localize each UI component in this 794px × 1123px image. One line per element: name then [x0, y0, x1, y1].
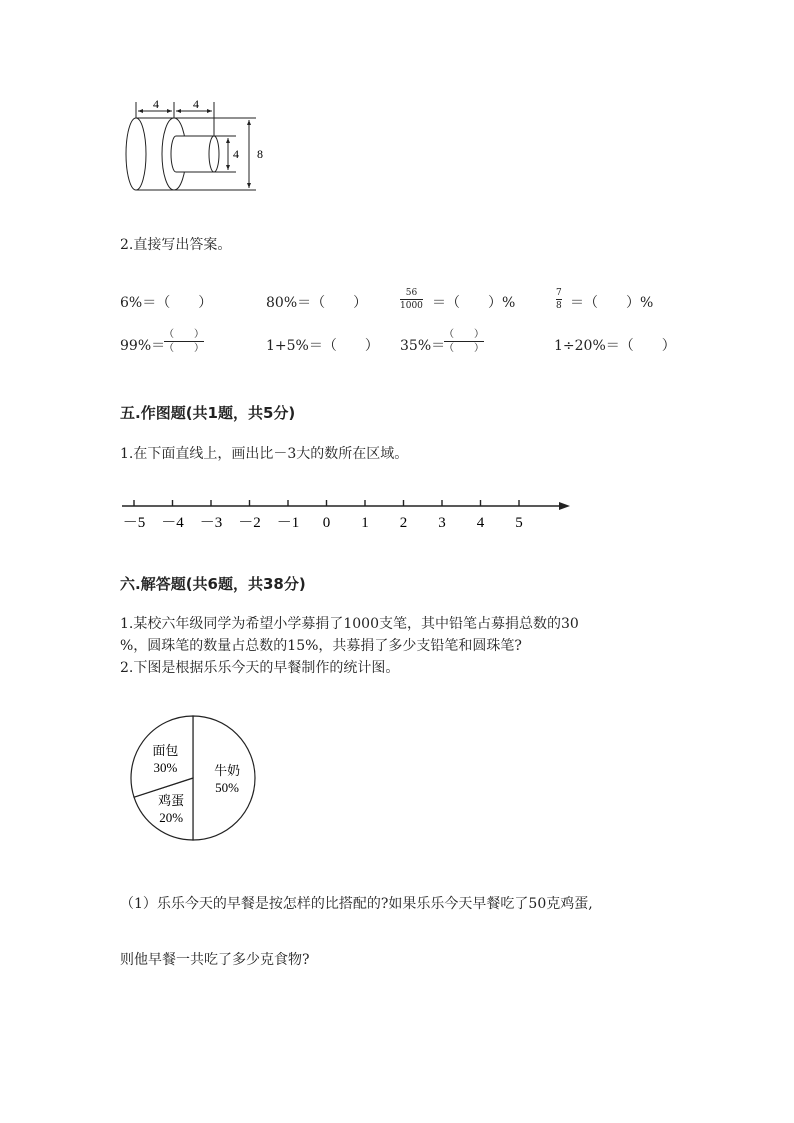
number-line-label: －4 — [161, 515, 184, 531]
number-line — [118, 494, 578, 536]
number-line-label: －3 — [199, 515, 223, 531]
q2-r2-c3-left: 35%＝ — [400, 338, 446, 354]
q2-r2-c2: 1+5%＝（ ） — [266, 338, 379, 354]
q2-r1-c4: ＝（ ）% — [570, 295, 654, 311]
dim-outer: 8 — [257, 147, 263, 161]
q2-r2-c1-fraction: （ ） （ ） — [164, 329, 204, 354]
number-line-label: 4 — [476, 515, 485, 531]
pie-label-pct: 50% — [215, 780, 240, 795]
number-line-label: －5 — [122, 515, 146, 531]
pie-label-name: 牛奶 — [214, 763, 241, 778]
pie-label-name: 鸡蛋 — [158, 793, 185, 809]
pie-label-pct: 30% — [153, 759, 178, 775]
q2-fraction-56-1000: 56 1000 — [400, 288, 423, 311]
q2-fraction-7-8: 7 8 — [556, 288, 562, 311]
section6-q1-line2: %，圆珠笔的数量占总数的15%，共募捐了多少支铅笔和圆珠笔? — [120, 638, 522, 654]
q2-r2-c3-fraction: （ ） （ ） — [444, 329, 484, 354]
number-line-label: 1 — [361, 515, 369, 531]
q2-title: 2.直接写出答案。 — [120, 237, 232, 253]
q2-r1-c3: ＝（ ）% — [432, 295, 516, 311]
section6-q1-line1: 1.某校六年级同学为希望小学募捐了1000支笔，其中铅笔占募捐总数的30 — [120, 616, 579, 632]
section5-q1: 1.在下面直线上，画出比－3大的数所在区域。 — [120, 446, 409, 462]
section5-heading: 五.作图题(共1题，共5分) — [120, 404, 296, 422]
q2-r2-c4: 1÷20%＝（ ） — [554, 338, 676, 354]
number-line-label: 5 — [515, 515, 523, 531]
section6-heading: 六.解答题(共6题，共38分) — [120, 575, 306, 593]
section6-q2-sub1: （1）乐乐今天的早餐是按怎样的比搭配的?如果乐乐今天早餐吃了50克鸡蛋, — [120, 896, 593, 912]
section6-q2: 2.下图是根据乐乐今天的早餐制作的统计图。 — [120, 660, 400, 676]
pie-slice-牛奶 — [193, 716, 255, 840]
q2-r1-c2: 80%＝（ ） — [266, 295, 368, 311]
number-line-label: －1 — [276, 515, 300, 531]
number-line-label: 2 — [399, 515, 408, 531]
breakfast-pie-chart — [128, 714, 258, 844]
number-line-label: 0 — [322, 515, 331, 531]
section6-q2-sub1-cont: 则他早餐一共吃了多少克食物? — [120, 952, 310, 968]
pie-label-pct: 20% — [159, 810, 184, 826]
q2-r1-c1: 6%＝（ ） — [120, 295, 213, 311]
q2-r2-c1-left: 99%＝ — [120, 338, 166, 354]
dim-right: 4 — [193, 97, 199, 111]
number-line-label: 3 — [438, 515, 446, 531]
dim-left: 4 — [153, 97, 159, 111]
pie-label-name: 面包 — [152, 742, 179, 758]
number-line-label: －2 — [238, 515, 261, 531]
dim-inner: 4 — [233, 147, 239, 161]
cylinder-figure — [120, 96, 280, 196]
